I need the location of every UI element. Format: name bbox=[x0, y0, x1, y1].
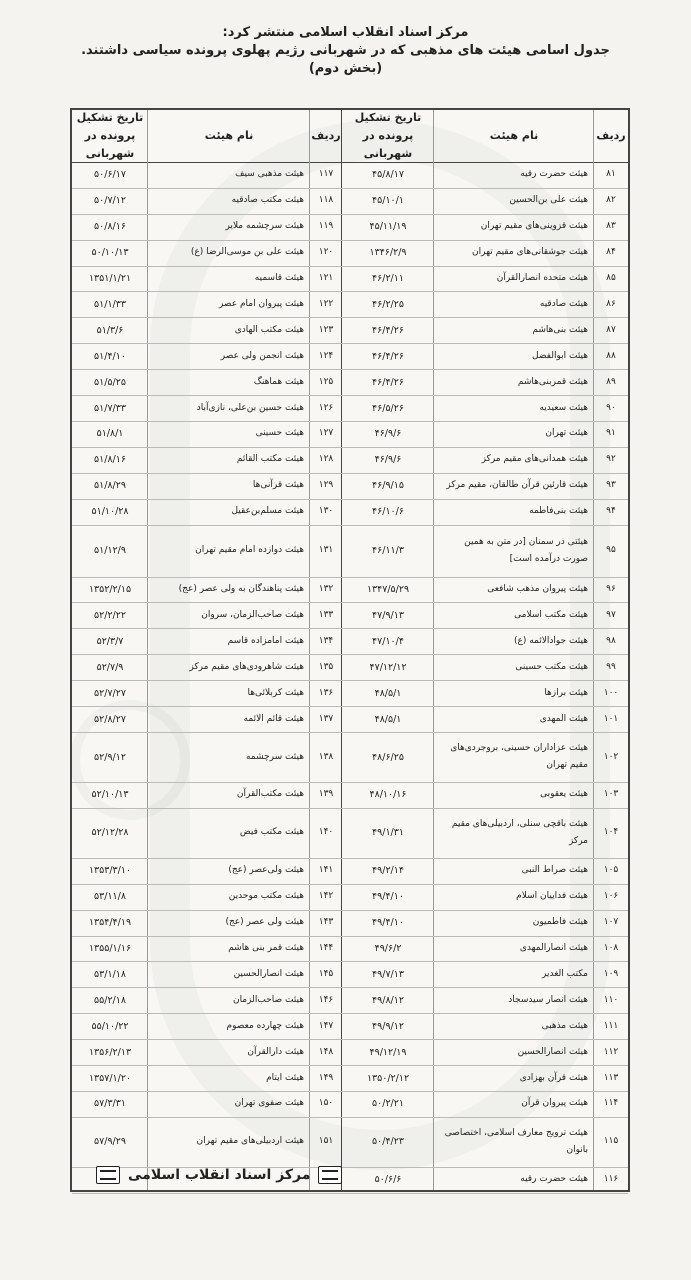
table-row bbox=[72, 680, 628, 707]
row-number: ۱۰۷ bbox=[603, 917, 619, 928]
table-row bbox=[72, 1091, 628, 1118]
delegation-name: هیئت هماهنگ bbox=[253, 376, 304, 387]
row-number: ۱۴۶ bbox=[318, 994, 334, 1005]
file-date: ۵۱/۸/۲۹ bbox=[94, 480, 126, 492]
file-date: ۵۱/۱۰/۲۸ bbox=[91, 506, 129, 518]
file-date: ۱۳۴۷/۵/۲۹ bbox=[366, 584, 410, 596]
row-number: ۱۰۴ bbox=[603, 827, 619, 838]
file-date: ۵۱/۸/۱۶ bbox=[94, 454, 126, 466]
delegation-name: هیئت شاهرودی‌های مقیم مرکز bbox=[189, 661, 304, 672]
table-row bbox=[72, 421, 628, 448]
file-date: ۴۶/۹/۶ bbox=[374, 454, 402, 466]
row-number: ۱۱۶ bbox=[603, 1174, 619, 1185]
table-row bbox=[72, 654, 628, 681]
file-date: ۵۲/۹/۱۲ bbox=[94, 751, 126, 763]
file-date: ۵۲/۲/۲۲ bbox=[94, 609, 126, 621]
file-date: ۴۶/۹/۱۵ bbox=[372, 480, 404, 492]
table-row bbox=[72, 628, 628, 655]
row-number: ۱۲۶ bbox=[318, 402, 334, 413]
row-number: ۱۲۴ bbox=[318, 350, 334, 361]
delegation-name: هیئت علی بن‌الحسین bbox=[509, 195, 588, 206]
file-date: ۵۰/۷/۱۲ bbox=[94, 195, 126, 207]
table-header bbox=[72, 110, 628, 163]
delegation-name: هیئت ابوالفضل bbox=[532, 350, 588, 361]
file-date: ۵۱/۱/۳۳ bbox=[94, 298, 126, 310]
row-number: ۹۴ bbox=[606, 506, 616, 517]
file-date: ۴۸/۱۰/۱۶ bbox=[369, 789, 407, 801]
file-date: ۵۱/۸/۱ bbox=[96, 428, 124, 440]
delegation-name: هیئت سعیدیه bbox=[539, 402, 588, 413]
delegation-name: هیئت قزوینی‌های مقیم تهران bbox=[480, 221, 588, 232]
row-number: ۱۲۸ bbox=[318, 454, 334, 465]
file-date: ۵۷/۹/۲۹ bbox=[94, 1136, 126, 1148]
delegation-name: هیئت جوشقانی‌های مقیم تهران bbox=[472, 247, 588, 258]
delegation-name: هیئت صاحب‌الزمان، سروان bbox=[201, 609, 304, 620]
row-number: ۹۵ bbox=[606, 545, 616, 556]
table-row bbox=[72, 266, 628, 293]
delegation-name: هیئت مذهبی bbox=[541, 1020, 588, 1031]
delegation-name: هیئتی در سمنان [در متن به همین صورت درآمده است] bbox=[464, 536, 588, 564]
delegation-name: هیئت قائم الائمه bbox=[243, 713, 304, 724]
header-line-2: جدول اسامی هیئت های مذهبی که در شهربانی رژیم پهلوی پرونده سیاسی داشتند. bbox=[81, 43, 610, 58]
delegation-name: هیئت تهران bbox=[545, 428, 588, 439]
footer-logo bbox=[96, 1166, 342, 1184]
row-number: ۱۴۵ bbox=[318, 968, 334, 979]
file-date: ۵۱/۳/۶ bbox=[96, 324, 124, 336]
file-date: ۴۶/۹/۶ bbox=[374, 428, 402, 440]
file-date: ۴۷/۹/۱۳ bbox=[372, 609, 404, 621]
table-row bbox=[72, 858, 628, 885]
delegation-name: هیئت برازها bbox=[544, 687, 588, 698]
table-row bbox=[72, 782, 628, 809]
table-row bbox=[72, 706, 628, 733]
file-date: ۵۰/۱۰/۱۳ bbox=[91, 247, 129, 259]
row-number: ۱۱۴ bbox=[603, 1098, 619, 1109]
row-number: ۱۰۸ bbox=[603, 943, 619, 954]
row-number: ۸۸ bbox=[606, 350, 616, 361]
delegation-name: هیئت مسلم‌بن‌عقیل bbox=[231, 506, 304, 517]
footer-org-name: مرکز اسناد انقلاب اسلامی bbox=[128, 1167, 311, 1183]
row-number: ۱۱۸ bbox=[318, 195, 334, 206]
file-date: ۵۰/۶/۶ bbox=[374, 1174, 402, 1186]
table-row bbox=[72, 525, 628, 578]
file-date: ۵۰/۲/۲۱ bbox=[372, 1098, 404, 1110]
delegation-name: هیئت انصارالحسین bbox=[517, 1046, 588, 1057]
header-line-1: مرکز اسناد انقلاب اسلامی منتشر کرد: bbox=[222, 25, 469, 40]
row-number: ۱۲۵ bbox=[318, 376, 334, 387]
table-row bbox=[72, 884, 628, 911]
table-row bbox=[72, 936, 628, 963]
delegation-name: هیئت پیروان امام عصر bbox=[218, 298, 304, 309]
delegation-name: هیئت قرآن بهزادی bbox=[519, 1072, 588, 1083]
delegation-name: هیئت مذهبی سیف bbox=[235, 169, 304, 180]
file-date: ۴۷/۱۲/۱۲ bbox=[369, 661, 407, 673]
row-number: ۱۲۰ bbox=[318, 247, 334, 258]
delegation-name: هیئت صفوی تهران bbox=[234, 1098, 304, 1109]
file-date: ۴۵/۱۰/۱ bbox=[372, 195, 404, 207]
delegation-name: هیئت فداییان اسلام bbox=[516, 891, 588, 902]
file-date: ۴۶/۱۱/۳ bbox=[372, 545, 404, 557]
file-date: ۱۳۵۷/۱/۲۰ bbox=[88, 1072, 132, 1084]
delegation-name: هیئت مکتب موحدین bbox=[228, 891, 304, 902]
row-number: ۱۲۳ bbox=[318, 324, 334, 335]
row-number: ۹۹ bbox=[606, 661, 616, 672]
row-number: ۹۶ bbox=[606, 584, 616, 595]
delegation-name: هیئت قمربنی‌هاشم bbox=[517, 376, 588, 387]
row-number: ۱۰۵ bbox=[603, 865, 619, 876]
file-date: ۱۳۵۵/۱/۱۶ bbox=[88, 943, 132, 955]
delegation-name: هیئت اردبیلی‌های مقیم تهران bbox=[196, 1136, 304, 1147]
file-date: ۴۹/۷/۱۳ bbox=[372, 968, 404, 980]
delegation-name: هیئت پناهندگان به ولی عصر (عج) bbox=[178, 584, 304, 595]
delegation-name: هیئت انصارالحسین bbox=[233, 968, 304, 979]
table-row bbox=[72, 343, 628, 370]
table-row bbox=[72, 577, 628, 604]
delegation-name: هیئت ترویج معارف اسلامی، اختصاصی بانوان bbox=[444, 1127, 588, 1155]
table-row bbox=[72, 808, 628, 859]
row-number: ۱۱۹ bbox=[318, 221, 334, 232]
file-date: ۵۳/۱۱/۸ bbox=[94, 891, 126, 903]
row-number: ۱۰۱ bbox=[603, 713, 619, 724]
header-date-left: تاریخ تشکیل پرونده در شهربانی bbox=[76, 111, 144, 160]
delegation-name: هیئت صراط النبی bbox=[521, 865, 588, 876]
row-number: ۸۲ bbox=[606, 195, 616, 206]
file-date: ۵۱/۴/۱۰ bbox=[94, 350, 126, 362]
row-number: ۱۱۲ bbox=[603, 1046, 619, 1057]
file-date: ۵۱/۷/۳۳ bbox=[94, 402, 126, 414]
delegation-name: هیئت پیروان مذهب شافعی bbox=[487, 584, 588, 595]
file-date: ۵۷/۳/۳۱ bbox=[94, 1098, 126, 1110]
file-date: ۴۸/۵/۱ bbox=[374, 713, 402, 725]
delegation-name: هیئت عزاداران حسینی، بروجردی‌های مقیم تهران bbox=[450, 743, 588, 770]
file-date: ۴۶/۵/۲۶ bbox=[372, 402, 404, 414]
table-row bbox=[72, 473, 628, 500]
row-number: ۹۲ bbox=[606, 454, 616, 465]
table-row bbox=[72, 1013, 628, 1040]
row-number: ۹۰ bbox=[606, 402, 616, 413]
row-number: ۸۴ bbox=[606, 247, 616, 258]
row-number: ۱۴۰ bbox=[318, 827, 334, 838]
delegation-name: هیئت دوازده امام مقیم تهران bbox=[195, 545, 304, 556]
delegation-name: هیئت قارئین قرآن طالقان، مقیم مرکز bbox=[446, 480, 588, 491]
delegation-name: هیئت انجمن ولی عصر bbox=[220, 350, 304, 361]
row-number: ۱۱۵ bbox=[603, 1136, 619, 1147]
row-number: ۸۶ bbox=[606, 298, 616, 309]
row-number: ۱۰۰ bbox=[603, 687, 619, 698]
delegation-name: هیئت سرچشمه ملایر bbox=[225, 221, 304, 232]
row-number: ۱۳۰ bbox=[318, 506, 334, 517]
row-number: ۹۱ bbox=[606, 428, 616, 439]
file-date: ۴۹/۹/۱۲ bbox=[372, 1020, 404, 1032]
file-date: ۴۸/۶/۲۵ bbox=[372, 751, 404, 763]
delegation-name: هیئت حسین بن‌علی، نازی‌آباد bbox=[196, 402, 304, 413]
row-number: ۱۴۱ bbox=[318, 865, 334, 876]
row-number: ۱۱۳ bbox=[603, 1072, 619, 1083]
file-date: ۴۷/۱۰/۴ bbox=[372, 635, 404, 647]
header-date-right: تاریخ تشکیل پرونده در شهربانی bbox=[354, 111, 422, 160]
file-date: ۵۰/۴/۲۳ bbox=[372, 1136, 404, 1148]
delegation-name: هیئت انصارالمهدی bbox=[519, 943, 588, 954]
file-date: ۱۳۵۴/۴/۱۹ bbox=[88, 917, 132, 929]
delegation-name: هیئت مکتب‌القرآن bbox=[236, 789, 304, 800]
delegation-name: هیئت امامزاده قاسم bbox=[227, 635, 304, 646]
delegation-name: هیئت ایتام bbox=[266, 1072, 304, 1083]
row-number: ۸۳ bbox=[606, 221, 616, 232]
file-date: ۵۲/۱۲/۲۸ bbox=[91, 827, 129, 839]
row-number: ۱۳۳ bbox=[318, 609, 334, 620]
row-number: ۱۳۶ bbox=[318, 687, 334, 698]
row-number: ۱۳۵ bbox=[318, 661, 334, 672]
delegation-name: هیئت کربلائی‌ها bbox=[247, 687, 304, 698]
archive-logo-icon bbox=[96, 1166, 120, 1184]
delegation-name: هیئت مکتب الهادی bbox=[234, 324, 304, 335]
row-number: ۱۱۷ bbox=[318, 169, 334, 180]
file-date: ۴۹/۱۲/۱۹ bbox=[369, 1046, 407, 1058]
table-row bbox=[72, 317, 628, 344]
row-number: ۱۳۸ bbox=[318, 751, 334, 762]
file-date: ۵۵/۱۰/۲۲ bbox=[91, 1020, 129, 1032]
file-date: ۴۶/۴/۲۶ bbox=[372, 324, 404, 336]
row-number: ۱۳۷ bbox=[318, 713, 334, 724]
header-name-left: نام هیئت bbox=[204, 129, 254, 142]
delegation-name: هیئت مکتب صادقیه bbox=[231, 195, 304, 206]
file-date: ۴۹/۴/۱۰ bbox=[372, 917, 404, 929]
row-number: ۱۳۹ bbox=[318, 789, 334, 800]
delegation-name: هیئت چهارده معصوم bbox=[226, 1020, 304, 1031]
table-row bbox=[72, 240, 628, 267]
table-row bbox=[72, 499, 628, 526]
row-number: ۱۲۷ bbox=[318, 428, 334, 439]
delegation-name: هیئت جوادالائمه (ع) bbox=[513, 635, 588, 646]
table-row bbox=[72, 447, 628, 474]
delegation-name: هیئت فاطمیون bbox=[532, 917, 588, 928]
row-number: ۱۴۸ bbox=[318, 1046, 334, 1057]
row-number: ۱۰۶ bbox=[603, 891, 619, 902]
file-date: ۵۱/۱۲/۹ bbox=[94, 545, 126, 557]
file-date: ۴۹/۲/۱۴ bbox=[372, 865, 404, 877]
file-date: ۵۲/۱۰/۱۳ bbox=[91, 789, 129, 801]
file-date: ۴۶/۲/۲۵ bbox=[372, 298, 404, 310]
table-row bbox=[72, 962, 628, 989]
table-row bbox=[72, 732, 628, 783]
file-date: ۴۶/۴/۲۶ bbox=[372, 350, 404, 362]
delegation-name: هیئت ولی‌عصر (عج) bbox=[228, 865, 304, 876]
table-row bbox=[72, 369, 628, 396]
row-number: ۱۴۹ bbox=[318, 1072, 334, 1083]
delegation-name: هیئت دارالقرآن bbox=[247, 1046, 304, 1057]
file-date: ۴۹/۴/۱۰ bbox=[372, 891, 404, 903]
delegation-name: هیئت سرچشمه bbox=[245, 751, 304, 762]
delegation-name: هیئت صاحب‌الزمان bbox=[232, 994, 304, 1005]
file-date: ۱۳۴۶/۲/۹ bbox=[369, 247, 407, 259]
delegation-name: هیئت مکتب اسلامی bbox=[514, 609, 588, 620]
row-number: ۱۵۰ bbox=[318, 1098, 334, 1109]
file-date: ۵۲/۸/۲۷ bbox=[94, 713, 126, 725]
row-number: ۸۹ bbox=[606, 376, 616, 387]
row-number: ۱۴۳ bbox=[318, 917, 334, 928]
delegation-name: هیئت ولی عصر (عج) bbox=[225, 917, 304, 928]
file-date: ۴۹/۸/۱۲ bbox=[372, 994, 404, 1006]
file-date: ۴۹/۱/۳۱ bbox=[372, 827, 404, 839]
file-date: ۵۵/۲/۱۸ bbox=[94, 994, 126, 1006]
row-number: ۹۷ bbox=[606, 609, 616, 620]
row-number: ۱۰۹ bbox=[603, 968, 619, 979]
file-date: ۵۲/۷/۲۷ bbox=[94, 687, 126, 699]
row-number: ۱۰۳ bbox=[603, 789, 619, 800]
file-date: ۴۶/۴/۲۶ bbox=[372, 376, 404, 388]
delegation-name: هیئت علی بن موسی‌الرضا (ع) bbox=[190, 247, 304, 258]
delegations-table bbox=[70, 108, 630, 1192]
file-date: ۴۵/۸/۱۷ bbox=[372, 169, 404, 181]
delegation-name: هیئت حضرت رقیه bbox=[520, 1174, 588, 1185]
row-number: ۸۵ bbox=[606, 273, 616, 284]
row-number: ۱۲۲ bbox=[318, 298, 334, 309]
delegation-name: هیئت حسینی bbox=[255, 428, 304, 439]
delegation-name: هیئت المهدی bbox=[539, 713, 588, 724]
table-row bbox=[72, 214, 628, 241]
table-row bbox=[72, 603, 628, 630]
file-date: ۵۰/۸/۱۶ bbox=[94, 221, 126, 233]
row-number: ۱۲۱ bbox=[318, 273, 334, 284]
table-row bbox=[72, 1065, 628, 1092]
delegation-name: هیئت بنی‌هاشم bbox=[532, 324, 588, 335]
header-line-3: (بخش دوم) bbox=[308, 61, 383, 76]
delegation-name: هیئت انصار سیدسجاد bbox=[508, 994, 588, 1005]
file-date: ۴۶/۲/۱۱ bbox=[372, 273, 404, 285]
file-date: ۵۲/۳/۷ bbox=[96, 635, 124, 647]
row-number: ۱۴۲ bbox=[318, 891, 334, 902]
row-number: ۹۸ bbox=[606, 635, 616, 646]
delegation-name: هیئت بنی‌فاطمه bbox=[529, 506, 588, 517]
delegation-name: هیئت باقچی سنلی، اردبیلی‌های مقیم مرکز bbox=[451, 818, 588, 846]
file-date: ۱۳۵۱/۱/۲۱ bbox=[88, 273, 132, 285]
delegation-name: هیئت مکتب حسینی bbox=[515, 661, 588, 672]
row-number: ۱۲۹ bbox=[318, 480, 334, 491]
row-number: ۱۱۱ bbox=[603, 1020, 619, 1031]
table-row bbox=[72, 292, 628, 319]
file-date: ۴۸/۵/۱ bbox=[374, 687, 402, 699]
delegation-name: هیئت یعقوبی bbox=[540, 789, 588, 800]
header-name-right: نام هیئت bbox=[489, 129, 539, 142]
row-number: ۱۴۴ bbox=[318, 943, 334, 954]
row-number: ۸۷ bbox=[606, 324, 616, 335]
table-row bbox=[72, 188, 628, 215]
row-number: ۱۰۲ bbox=[603, 751, 619, 762]
table-row bbox=[72, 162, 628, 189]
table-row bbox=[72, 987, 628, 1014]
file-date: ۵۳/۱/۱۸ bbox=[94, 968, 126, 980]
delegation-name: مکتب الغدیر bbox=[542, 968, 588, 979]
delegation-name: هیئت قمر بنی هاشم bbox=[228, 943, 304, 954]
file-date: ۱۳۵۳/۳/۱۰ bbox=[88, 865, 132, 877]
file-date: ۱۳۵۲/۲/۱۵ bbox=[88, 584, 132, 596]
archive-logo-icon bbox=[318, 1166, 342, 1184]
table-row bbox=[72, 395, 628, 422]
table-row bbox=[72, 1117, 628, 1168]
file-date: ۴۹/۶/۲ bbox=[374, 943, 402, 955]
file-date: ۵۲/۷/۹ bbox=[96, 661, 124, 673]
delegation-name: هیئت حضرت رقیه bbox=[520, 169, 588, 180]
page-header bbox=[20, 24, 671, 78]
row-number: ۱۵۱ bbox=[318, 1136, 334, 1147]
file-date: ۴۶/۱۰/۶ bbox=[372, 506, 404, 518]
delegation-name: هیئت مکتب فیض bbox=[239, 827, 304, 838]
delegation-name: هیئت صادقیه bbox=[539, 298, 588, 309]
delegation-name: هیئت مکتب القائم bbox=[236, 454, 304, 465]
row-number: ۱۳۴ bbox=[318, 635, 334, 646]
delegation-name: هیئت قاسمیه bbox=[254, 273, 304, 284]
row-number: ۱۳۲ bbox=[318, 584, 334, 595]
delegation-name: هیئت همدانی‌های مقیم مرکز bbox=[481, 454, 588, 465]
file-date: ۱۳۵۶/۲/۱۳ bbox=[88, 1046, 132, 1058]
file-date: ۵۱/۵/۲۵ bbox=[94, 376, 126, 388]
header-row-number-right: ردیف bbox=[596, 129, 626, 142]
row-number: ۱۴۷ bbox=[318, 1020, 334, 1031]
delegation-name: هیئت پیروان قرآن bbox=[521, 1098, 588, 1109]
table-row bbox=[72, 910, 628, 937]
file-date: ۱۳۵۰/۲/۱۲ bbox=[366, 1072, 410, 1084]
file-date: ۵۰/۶/۱۷ bbox=[94, 169, 126, 181]
table-row bbox=[72, 1039, 628, 1066]
row-number: ۹۳ bbox=[606, 480, 616, 491]
file-date: ۴۵/۱۱/۱۹ bbox=[369, 221, 407, 233]
row-number: ۱۳۱ bbox=[318, 545, 334, 556]
row-number: ۸۱ bbox=[606, 169, 616, 180]
delegation-name: هیئت متحده انصارالقرآن bbox=[496, 273, 588, 284]
row-number: ۱۱۰ bbox=[603, 994, 619, 1005]
header-row-number-left: ردیف bbox=[311, 129, 341, 142]
delegation-name: هیئت قرآنی‌ها bbox=[252, 480, 304, 491]
